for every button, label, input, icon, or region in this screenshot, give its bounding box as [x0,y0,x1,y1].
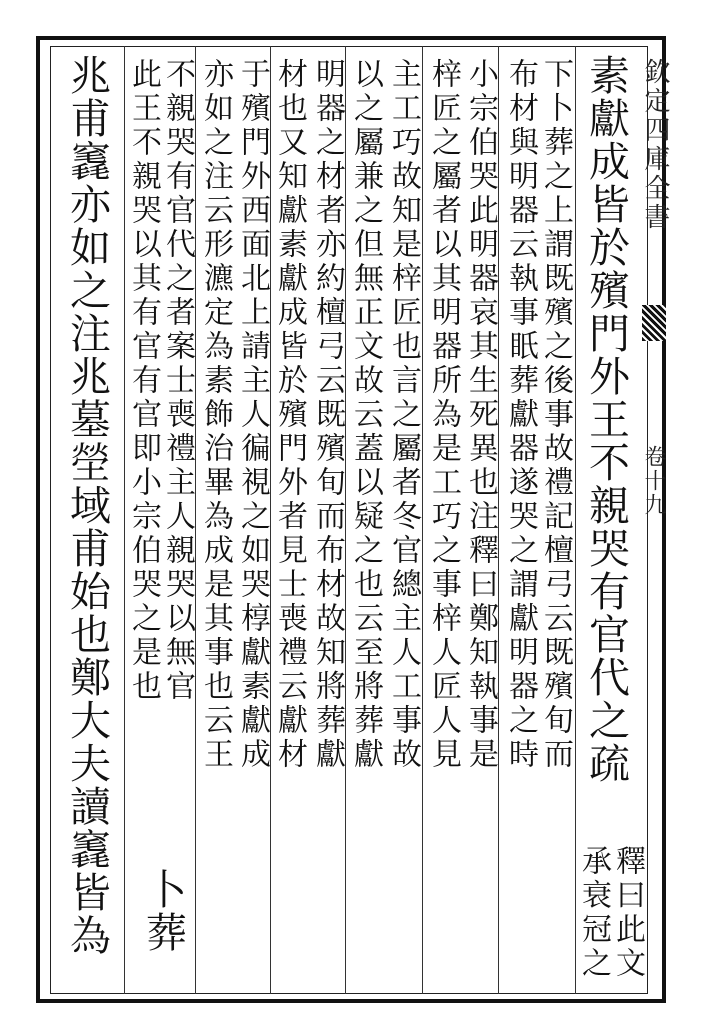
commentary-column: 釋曰此文 [610,845,645,981]
column-rule [270,46,271,994]
commentary-column: 承衰冠之 [576,845,611,981]
commentary-column: 以之屬兼之但無正文故云蓋以疑之也云至將葬獻 [348,58,383,772]
column-rule [498,46,499,994]
book-title-header: 欽定四庫全書 [640,58,670,232]
fishtail-mark [642,305,666,341]
commentary-column: 亦如之注云形瀌定為素飾治畢為成是其事也云王 [198,58,233,772]
volume-number: 卷十九 [641,445,666,517]
commentary-column: 明器之材者亦約檀弓云既殯旬而布材故知將葬獻 [310,58,345,772]
commentary-column: 于殯門外西面北上請主人徧視之如哭椁獻素獻成 [235,58,270,772]
column-rule [345,46,346,994]
commentary-column: 主工巧故知是梓匠也言之屬者冬官總主人工事故 [386,58,421,772]
column-rule [195,46,196,994]
column-rule [124,46,125,994]
commentary-column: 材也又知獻素獻成皆於殯門外者見士喪禮云獻材 [272,58,307,772]
commentary-column: 此王不親哭以其有官有官即小宗伯哭之是也 [126,58,161,704]
commentary-column: 下卜葬之上謂既殯之後事故禮記檀弓云既殯旬而 [538,58,573,772]
column-rule [422,46,423,994]
commentary-column: 不親哭有官代之者案士喪禮主人親哭以無官 [160,58,195,704]
main-text-column: 卜葬 [139,868,187,954]
commentary-column: 小宗伯哭此明器哀其生死異也注釋曰鄭知執事是 [463,58,498,772]
main-text-column: 素獻成皆於殯門外王不親哭有官代之疏 [582,54,630,785]
commentary-column: 梓匠之屬者以其明器所為是工巧之事梓人匠人見 [426,58,461,772]
commentary-column: 布材與明器云執事眂葬獻器遂哭之謂獻明器之時 [503,58,538,772]
main-text-column: 兆甫竁亦如之注兆墓塋域甫始也鄭大夫讀竁皆為 [63,54,111,957]
